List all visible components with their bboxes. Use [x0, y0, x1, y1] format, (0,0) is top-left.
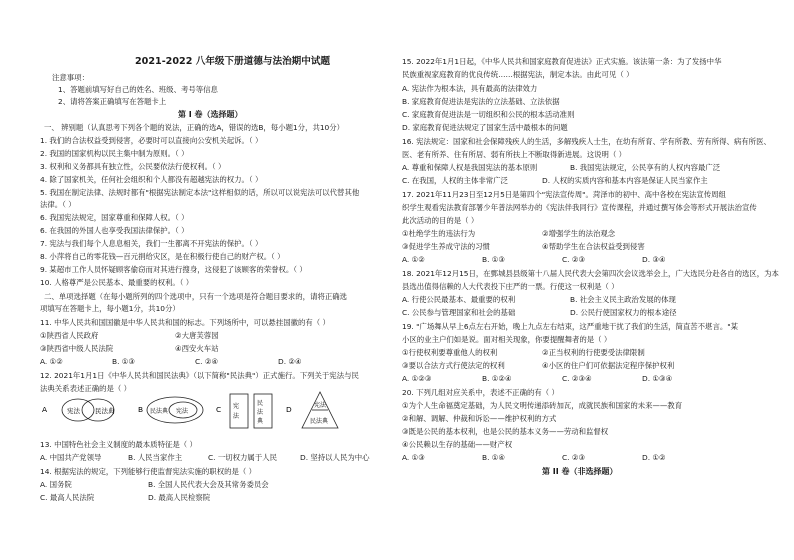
q12-fig-label: 民法典: [150, 408, 169, 415]
q11-option: ④西安火车站: [175, 344, 219, 353]
q17-answer: B. ①③: [482, 255, 506, 264]
q15-stem-2: 民族重视家庭教育的优良传统……根据宪法，制定本法。由此可见（ ）: [402, 70, 634, 79]
q12-letter: A: [42, 405, 48, 414]
q12-letter: D: [286, 405, 292, 414]
q20-option: ④公民赖以生存的基础——财产权: [402, 440, 513, 449]
q19-option: ①行使权利要尊重他人的权利: [402, 348, 498, 357]
q15-answer: B. 家庭教育促进法是宪法的立法基础、立法依据: [402, 97, 560, 106]
q19-option: ④小区的住户们可依据法定程序保护权利: [542, 361, 675, 370]
q17-answer: C. ②③: [562, 255, 586, 264]
q17-option: ④帮助学生在合法权益受到侵害: [542, 242, 645, 251]
q13-answer: B. 人民当家作主: [128, 453, 183, 462]
q16-answer: A. 尊重和保障人权是我国宪法的基本原则: [402, 163, 538, 172]
q11-answer: D. ②④: [278, 357, 302, 366]
q17-answer: A. ①②: [402, 255, 425, 264]
judge-item: 2. 我国的国家机构以民主集中制为原则。（ ）: [40, 149, 189, 158]
q16-answer: B. 我国宪法规定，公民享有的人权内容最广泛: [570, 163, 721, 172]
q12-fig-label: 典: [257, 418, 264, 425]
q12-fig-label: 民: [257, 400, 264, 407]
q19-answer: D. ①③④: [642, 374, 673, 383]
q12-option-a: [42, 399, 115, 421]
single-header: 二、单项选择题（在每小题所列的四个选项中，只有一个选项是符合题目要求的，请将正确选: [44, 292, 348, 301]
q16-answer: C. 在我国，人权的主体非常广泛: [402, 176, 508, 185]
q13-answer: C. 一切权力属于人民: [208, 453, 277, 462]
q12-fig-label: 宪: [233, 403, 240, 410]
q12-fig-label: 法: [257, 409, 264, 416]
q12-option-c: [216, 394, 272, 428]
q14-answer: B. 全国人民代表大会及其常务委员会: [148, 480, 269, 489]
q18-answer: B. 社会主义民主政治发展的体现: [570, 295, 676, 304]
q20-option: ②和解、调解、仲裁和诉讼——维护权利的方式: [402, 414, 557, 423]
q12-fig-label: 宪法: [314, 402, 327, 409]
judge-item: 6. 我国宪法规定，国家尊重和保障人权。（ ）: [40, 213, 189, 222]
q17-option: ③促进学生养成守法的习惯: [402, 242, 490, 251]
q19-stem-2: 小区的业主户们如是说。面对相关现象，你要提醒舞者的是（ ）: [402, 335, 612, 344]
single-header-2: 项填写在答题卡上，每小题1分，共10分）: [40, 304, 180, 313]
q12-fig-label: 民法典: [95, 407, 115, 415]
q20-stem: 20. 下列几组对应关系中，表述不正确的有（ ）: [402, 388, 559, 397]
judge-item: 7. 宪法与我们每个人息息相关，我们一生都离不开宪法的保护。（ ）: [40, 239, 263, 248]
q12-fig-label: 法: [233, 413, 240, 420]
q17-stem-2: 织学生观看宪法教育部署少年普法网举办的《宪法伴我同行》宣传课程，并通过撰写体会等形式开展法治宣传: [402, 203, 757, 212]
q12-fig-label: 宪法: [67, 407, 80, 415]
q18-stem: 18. 2021年12月15日，在鄄城县县级第十八届人民代表大会第四次会议选举会上，广大选民分赴各自的选区，为本: [402, 269, 779, 278]
q16-stem: 16. 宪法规定：国家和社会保障残疾人的生活，多解残疾人士生，在幼有所育、学有所教、劳有所得、病有所医、: [402, 137, 771, 146]
q20-answer: A. ①③: [402, 453, 425, 462]
judge-item: 3. 权利和义务都具有独立性，公民要依法行使权利。（ ）: [40, 162, 226, 171]
q20-option: ③既是公民的基本权利，也是公民的基本义务——劳动和监督权: [402, 427, 609, 436]
judge-item: 6. 在我国的外国人也享受我国法律保护。（ ）: [40, 226, 189, 235]
q14-answer: C. 最高人民法院: [40, 493, 95, 502]
judge-item: 法律。（ ）: [40, 200, 76, 209]
q17-stem-3: 此次活动的目的是（ ）: [402, 216, 479, 225]
q20-answer: D. ①②: [642, 453, 666, 462]
q18-answer: A. 行使公民最基本、最重要的权利: [402, 295, 516, 304]
q11-option: ②大唐芙蓉园: [175, 331, 219, 340]
judge-item: 10. 人格尊严是公民基本、最重要的权利。（ ）: [40, 278, 194, 287]
q19-option: ②正当权利的行使要受法律限制: [542, 348, 645, 357]
q15-answer: A. 宪法作为根本法，具有最高的法律效力: [402, 84, 538, 93]
q15-answer: D. 家庭教育促进法规定了国家生活中最根本的问题: [402, 123, 568, 132]
q13-answer: D. 坚持以人民为中心: [300, 453, 370, 462]
q12-figure: [40, 388, 380, 434]
q11-option: ③陕西省中级人民法院: [40, 344, 114, 353]
q13-answer: A. 中国共产党领导: [40, 453, 102, 462]
q17-answer: D. ③④: [642, 255, 666, 264]
exam-title: 2021-2022 八年级下册道德与法治期中试题: [135, 56, 331, 67]
q11-answer: C. ②④: [195, 357, 219, 366]
notes-header: 注意事项：: [52, 73, 89, 82]
q18-stem-2: 县选出值得信赖的人大代表投下庄严的一票。行使这一权利是（ ）: [402, 282, 619, 291]
q12-option-d: [286, 392, 338, 428]
judge-item: 9. 某超市工作人员怀疑顾客偷窃而对其进行搜身，这侵犯了该顾客的荣誉权。（ ）: [40, 265, 307, 274]
q18-answer: D. 公民行使国家权力的根本途径: [570, 308, 677, 317]
q19-stem: 19. "广场舞从早上6点左右开始，晚上九点左右结束，这严重地干扰了我们的生活，简直苦不堪言。"某: [402, 322, 739, 331]
q12-stem-2: 法典关系表述正确的是（ ）: [40, 384, 132, 393]
note-1: 1、答题前填写好自己的姓名、班级、考号等信息: [58, 85, 218, 94]
q12-letter: B: [138, 405, 144, 414]
judge-item: 5. 我国在制定法律、法规时都有"根据宪法制定本法"这样相似的话，所以可以说宪法可以代替其他: [40, 188, 360, 197]
q19-answer: C. ②③④: [562, 374, 592, 383]
note-2: 2、请将答案正确填写在答题卡上: [58, 97, 167, 106]
q12-option-b: [138, 397, 203, 423]
judge-item: 4. 除了国家机关，任何社会组织和个人都没有超越宪法的权力。（ ）: [40, 175, 263, 184]
q17-option: ①杜绝学生的违法行为: [402, 229, 476, 238]
q15-answer: C. 家庭教育促进法是一切组织和公民的根本活动准则: [402, 110, 575, 119]
q16-answer: D. 人权的实质内容和基本内容是保证人民当家作主: [542, 176, 708, 185]
q16-stem-2: 医、老有所养、住有所居、弱有所扶上不断取得新进展。这说明（ ）: [402, 150, 627, 159]
q12-letter: C: [216, 405, 222, 414]
judge-item: 1. 我们的合法权益受到侵害，必要时可以直接向公安机关起诉。（ ）: [40, 136, 263, 145]
box: [230, 394, 248, 428]
q17-option: ②增强学生的法治观念: [542, 229, 616, 238]
q19-option: ③要以合法方式行使法定的权利: [402, 361, 505, 370]
q20-option: ①为个人生命福奠定基础，为人民文明传递添砖加瓦，成就民族和国家的未来——教育: [402, 401, 683, 410]
q14-answer: A. 国务院: [40, 480, 72, 489]
q12-fig-label: 民法典: [310, 418, 329, 425]
q12-fig-label: 宪法: [176, 408, 189, 415]
q20-answer: C. ②③: [562, 453, 586, 462]
judge-item: 8. 小萍将自己的零花钱—百元捐给灾区，是在积极行使自己的财产权。（ ）: [40, 252, 285, 261]
q20-answer: B. ①④: [482, 453, 506, 462]
q19-answer: B. ①②④: [482, 374, 512, 383]
q11-answer: A. ①②: [40, 357, 63, 366]
q11-option: ①陕西省人民政府: [40, 331, 99, 340]
q13-stem: 13. 中国特色社会主义制度的最本质特征是（ ）: [40, 440, 197, 449]
q11-answer: B. ①③: [112, 357, 136, 366]
part1-title: 第 I 卷（选择题）: [178, 110, 243, 119]
q12-stem: 12. 2021年1月1日《中华人民共和国民法典》（以下简称"民法典"）正式施行。下列关于宪法与民: [40, 371, 359, 380]
q14-answer: D. 最高人民检察院: [148, 493, 211, 502]
part2-title: 第 II 卷（非选择题）: [542, 467, 618, 476]
q17-stem: 17. 2021年11月23日至12月5日是第四个"宪法宣传周"。菏泽市的初中、高中各校在宪法宣传周组: [402, 190, 726, 199]
q19-answer: A. ①②③: [402, 374, 432, 383]
q15-stem: 15. 2022年1月1日起，《中华人民共和国家庭教育促进法》正式实施。该法第一条：为了发扬中华: [402, 57, 722, 66]
q14-stem: 14. 根据宪法的规定，下列能够行使监督宪法实施的职权的是（ ）: [40, 467, 257, 476]
judge-header: 一、 辨别题（认真思考下列各个题的说法，正确的选A，错误的选B，每小题1分，共10分）: [44, 123, 345, 132]
q11-stem: 11. 中华人民共和国国徽是中华人民共和国的标志。下列场所中，可以悬挂国徽的有（ ）: [40, 318, 330, 327]
q18-answer: C. 公民参与管理国家和社会的基础: [402, 308, 516, 317]
